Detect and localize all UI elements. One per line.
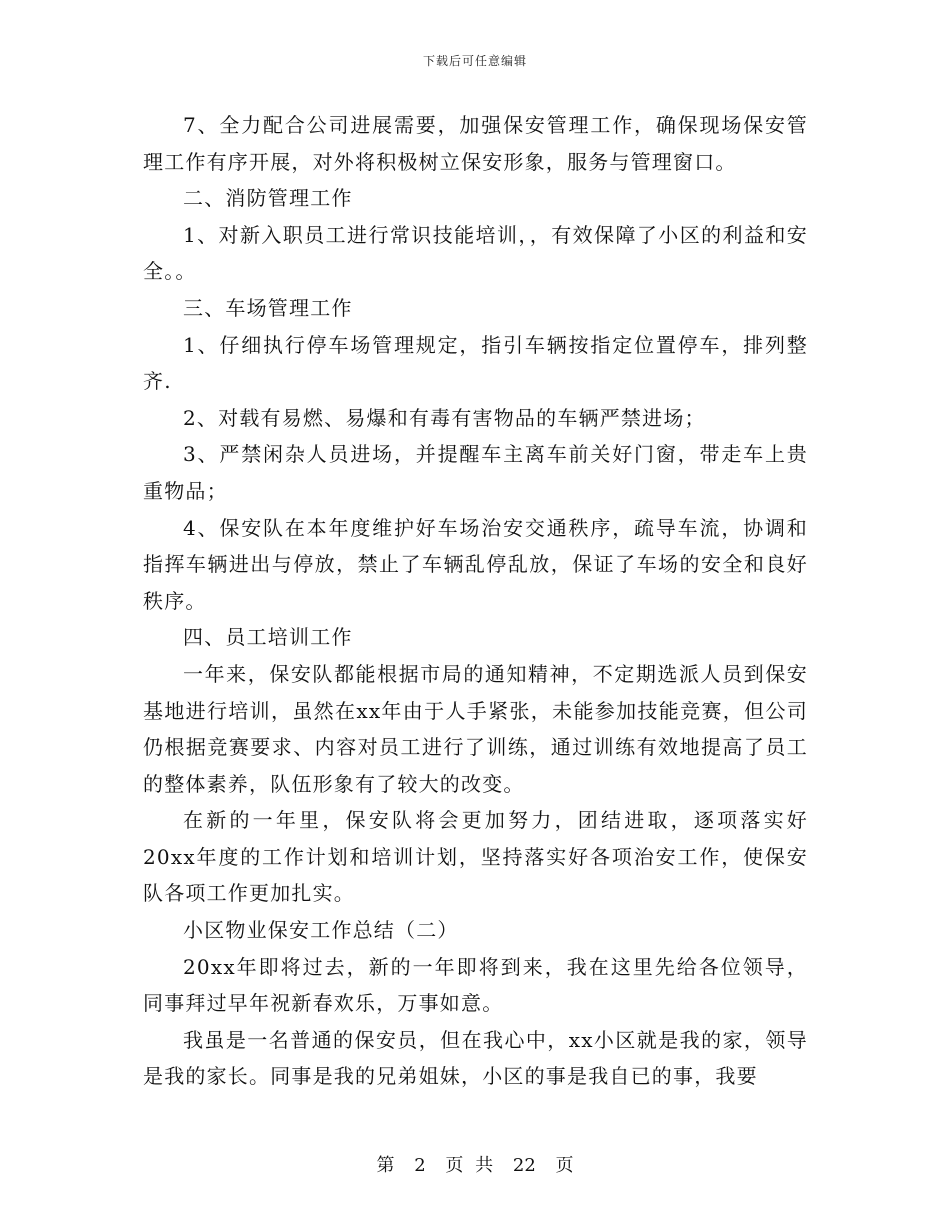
paragraph-item-7: 7、全力配合公司进展需要，加强保安管理工作，确保现场保安管理工作有序开展，对外将积极树立保安形象，服务与管理窗口。 (143, 113, 808, 174)
footer-suffix: 页 (555, 1155, 574, 1176)
current-page-number: 2 (414, 1155, 426, 1176)
paragraph-parking-1: 1、仔细执行停车场管理规定，指引车辆按指定位置停车，排列整齐. (143, 332, 808, 394)
footer-middle: 页 共 (445, 1155, 494, 1176)
section-heading-training: 四、员工培训工作 (183, 625, 353, 650)
download-note: 下载后可任意编辑 (422, 54, 527, 68)
paragraph-parking-4: 4、保安队在本年度维护好车场治安交通秩序，疏导车流，协调和指挥车辆进出与停放，禁止了车辆乱停乱放，保证了车场的安全和良好秩序。 (143, 515, 808, 613)
section-title-summary-2: 小区物业保安工作总结（二） (183, 918, 459, 943)
paragraph-parking-2: 2、对载有易燃、易爆和有毒有害物品的车辆严禁进场； (183, 405, 706, 430)
paragraph-greeting: 20xx年即将过去，新的一年即将到来，我在这里先给各位领导，同事拜过早年祝新春欢乐，万事如意。 (143, 954, 808, 1016)
section-heading-parking: 三、车场管理工作 (183, 295, 353, 320)
document-body (143, 107, 808, 1095)
paragraph-training: 一年来，保安队都能根据市局的通知精神，不定期选派人员到保安基地进行培训，虽然在xx年由于人手紧张，未能参加技能竞赛，但公司仍根据竞赛要求、内容对员工进行了训练，通过训练有效地提高了员工的整体素养，队伍形象有了较大的改变。 (143, 661, 808, 796)
page-header (0, 52, 950, 69)
paragraph-parking-3: 3、严禁闲杂人员进场，并提醒车主离车前关好门窗，带走车上贵重物品； (143, 442, 808, 503)
paragraph-new-year: 在新的一年里，保安队将会更加努力，团结进取，逐项落实好20xx年度的工作计划和培训计划，坚持落实好各项治安工作，使保安队各项工作更加扎实。 (143, 808, 808, 906)
paragraph-personal: 我虽是一名普通的保安员，但在我心中，xx小区就是我的家，领导是我的家长。同事是我的兄弟姐妹，小区的事是我自已的事，我要 (143, 1027, 808, 1089)
section-heading-fire: 二、消防管理工作 (183, 186, 353, 211)
paragraph-fire-1: 1、对新入职员工进行常识技能培训，，有效保障了小区的利益和安全。。 (143, 222, 808, 284)
footer-prefix: 第 (376, 1155, 395, 1176)
page-footer (0, 1151, 950, 1177)
total-pages-number: 22 (512, 1155, 536, 1176)
